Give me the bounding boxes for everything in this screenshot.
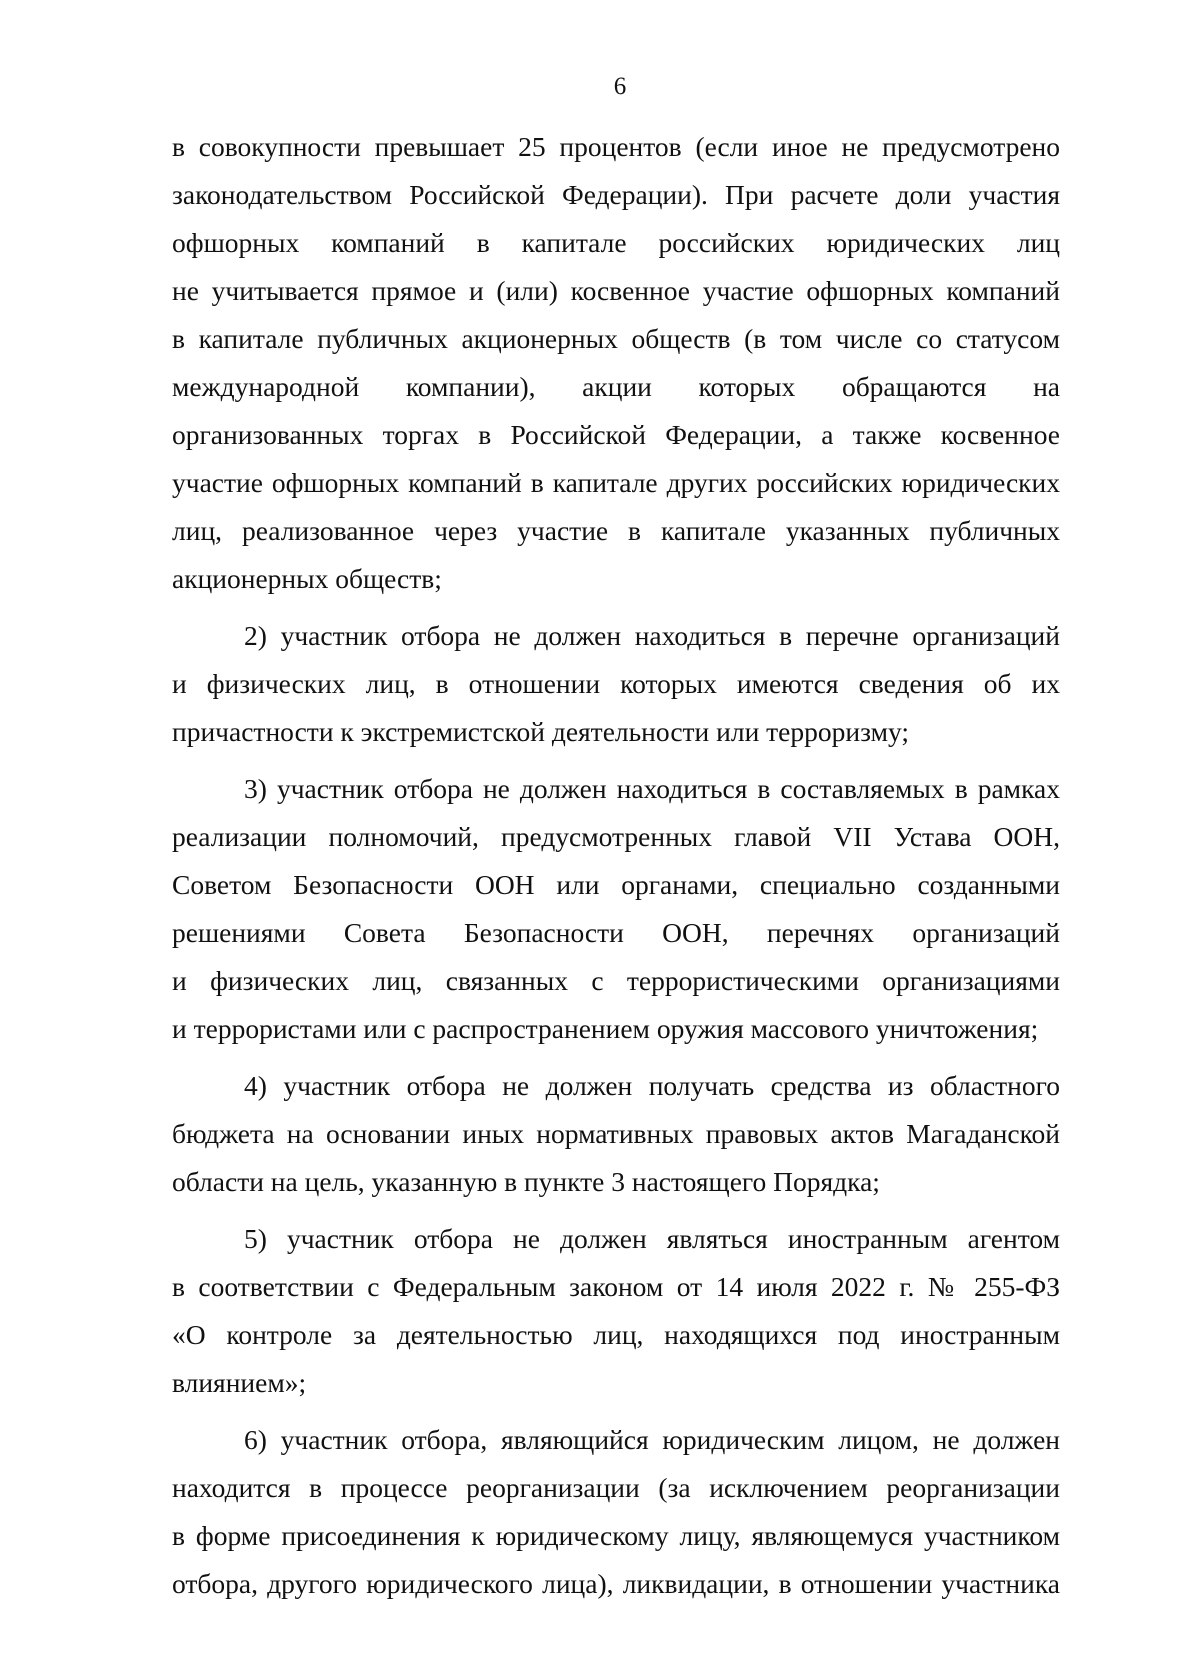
text-line: бюджета на основании иных нормативных правовых актов Магаданской (172, 1118, 1060, 1149)
text-line: «О контроле за деятельностью лиц, находящихся под иностранным (172, 1319, 1060, 1350)
text-line: Советом Безопасности ООН или органами, специально созданными (172, 869, 1060, 900)
text-line: и физических лиц, связанных с террористическими организациями (172, 965, 1060, 996)
text-line: отбора, другого юридического лица), ликвидации, в отношении участника (172, 1568, 1060, 1599)
text-line: офшорных компаний в капитале российских юридических лиц (172, 227, 1060, 258)
page-number: 6 (613, 73, 627, 100)
text-line: 5) участник отбора не должен являться иностранным агентом (244, 1223, 1060, 1254)
text-line: 3) участник отбора не должен находиться в составляемых в рамках (244, 773, 1060, 804)
text-line: законодательством Российской Федерации). При расчете доли участия (172, 179, 1060, 210)
text-line: причастности к экстремистской деятельности или терроризму; (172, 716, 910, 747)
text-line: решениями Совета Безопасности ООН, перечнях организаций (172, 917, 1060, 948)
text-line: международной компании), акции которых обращаются на (172, 371, 1060, 402)
text-line: находится в процессе реорганизации (за исключением реорганизации (172, 1472, 1060, 1503)
text-line: не учитывается прямое и (или) косвенное участие офшорных компаний (172, 275, 1060, 306)
paragraph-item-6 (172, 1416, 1060, 1608)
text-line: 2) участник отбора не должен находиться в перечне организаций (244, 620, 1060, 651)
text-line: организованных торгах в Российской Федерации, а также косвенное (172, 419, 1060, 450)
text-line: лиц, реализованное через участие в капитале указанных публичных (172, 515, 1060, 546)
text-line: и физических лиц, в отношении которых имеются сведения об их (172, 668, 1060, 699)
text-line: области на цель, указанную в пункте 3 настоящего Порядка; (172, 1166, 880, 1197)
text-line: в совокупности превышает 25 процентов (если иное не предусмотрено (172, 131, 1060, 162)
text-line: в капитале публичных акционерных обществ (в том числе со статусом (172, 323, 1060, 354)
text-line: в форме присоединения к юридическому лицу, являющемуся участником (172, 1520, 1060, 1551)
document-body (172, 123, 1060, 1608)
text-line: участие офшорных компаний в капитале других российских юридических (172, 467, 1060, 498)
text-line: реализации полномочий, предусмотренных главой VII Устава ООН, (172, 821, 1060, 852)
paragraph-item-3 (172, 765, 1060, 1053)
paragraph-item-4 (172, 1062, 1060, 1206)
paragraph-item-5 (172, 1215, 1060, 1407)
text-line: 6) участник отбора, являющийся юридическим лицом, не должен (244, 1424, 1060, 1455)
paragraph-continuation (172, 123, 1060, 603)
text-line: 4) участник отбора не должен получать средства из областного (244, 1070, 1060, 1101)
text-line: влиянием»; (172, 1367, 307, 1398)
text-line: в соответствии с Федеральным законом от 14 июля 2022 г. № 255-ФЗ (172, 1271, 1060, 1302)
text-line: и террористами или с распространением оружия массового уничтожения; (172, 1013, 1039, 1044)
text-line: акционерных обществ; (172, 563, 442, 594)
paragraph-item-2 (172, 612, 1060, 756)
